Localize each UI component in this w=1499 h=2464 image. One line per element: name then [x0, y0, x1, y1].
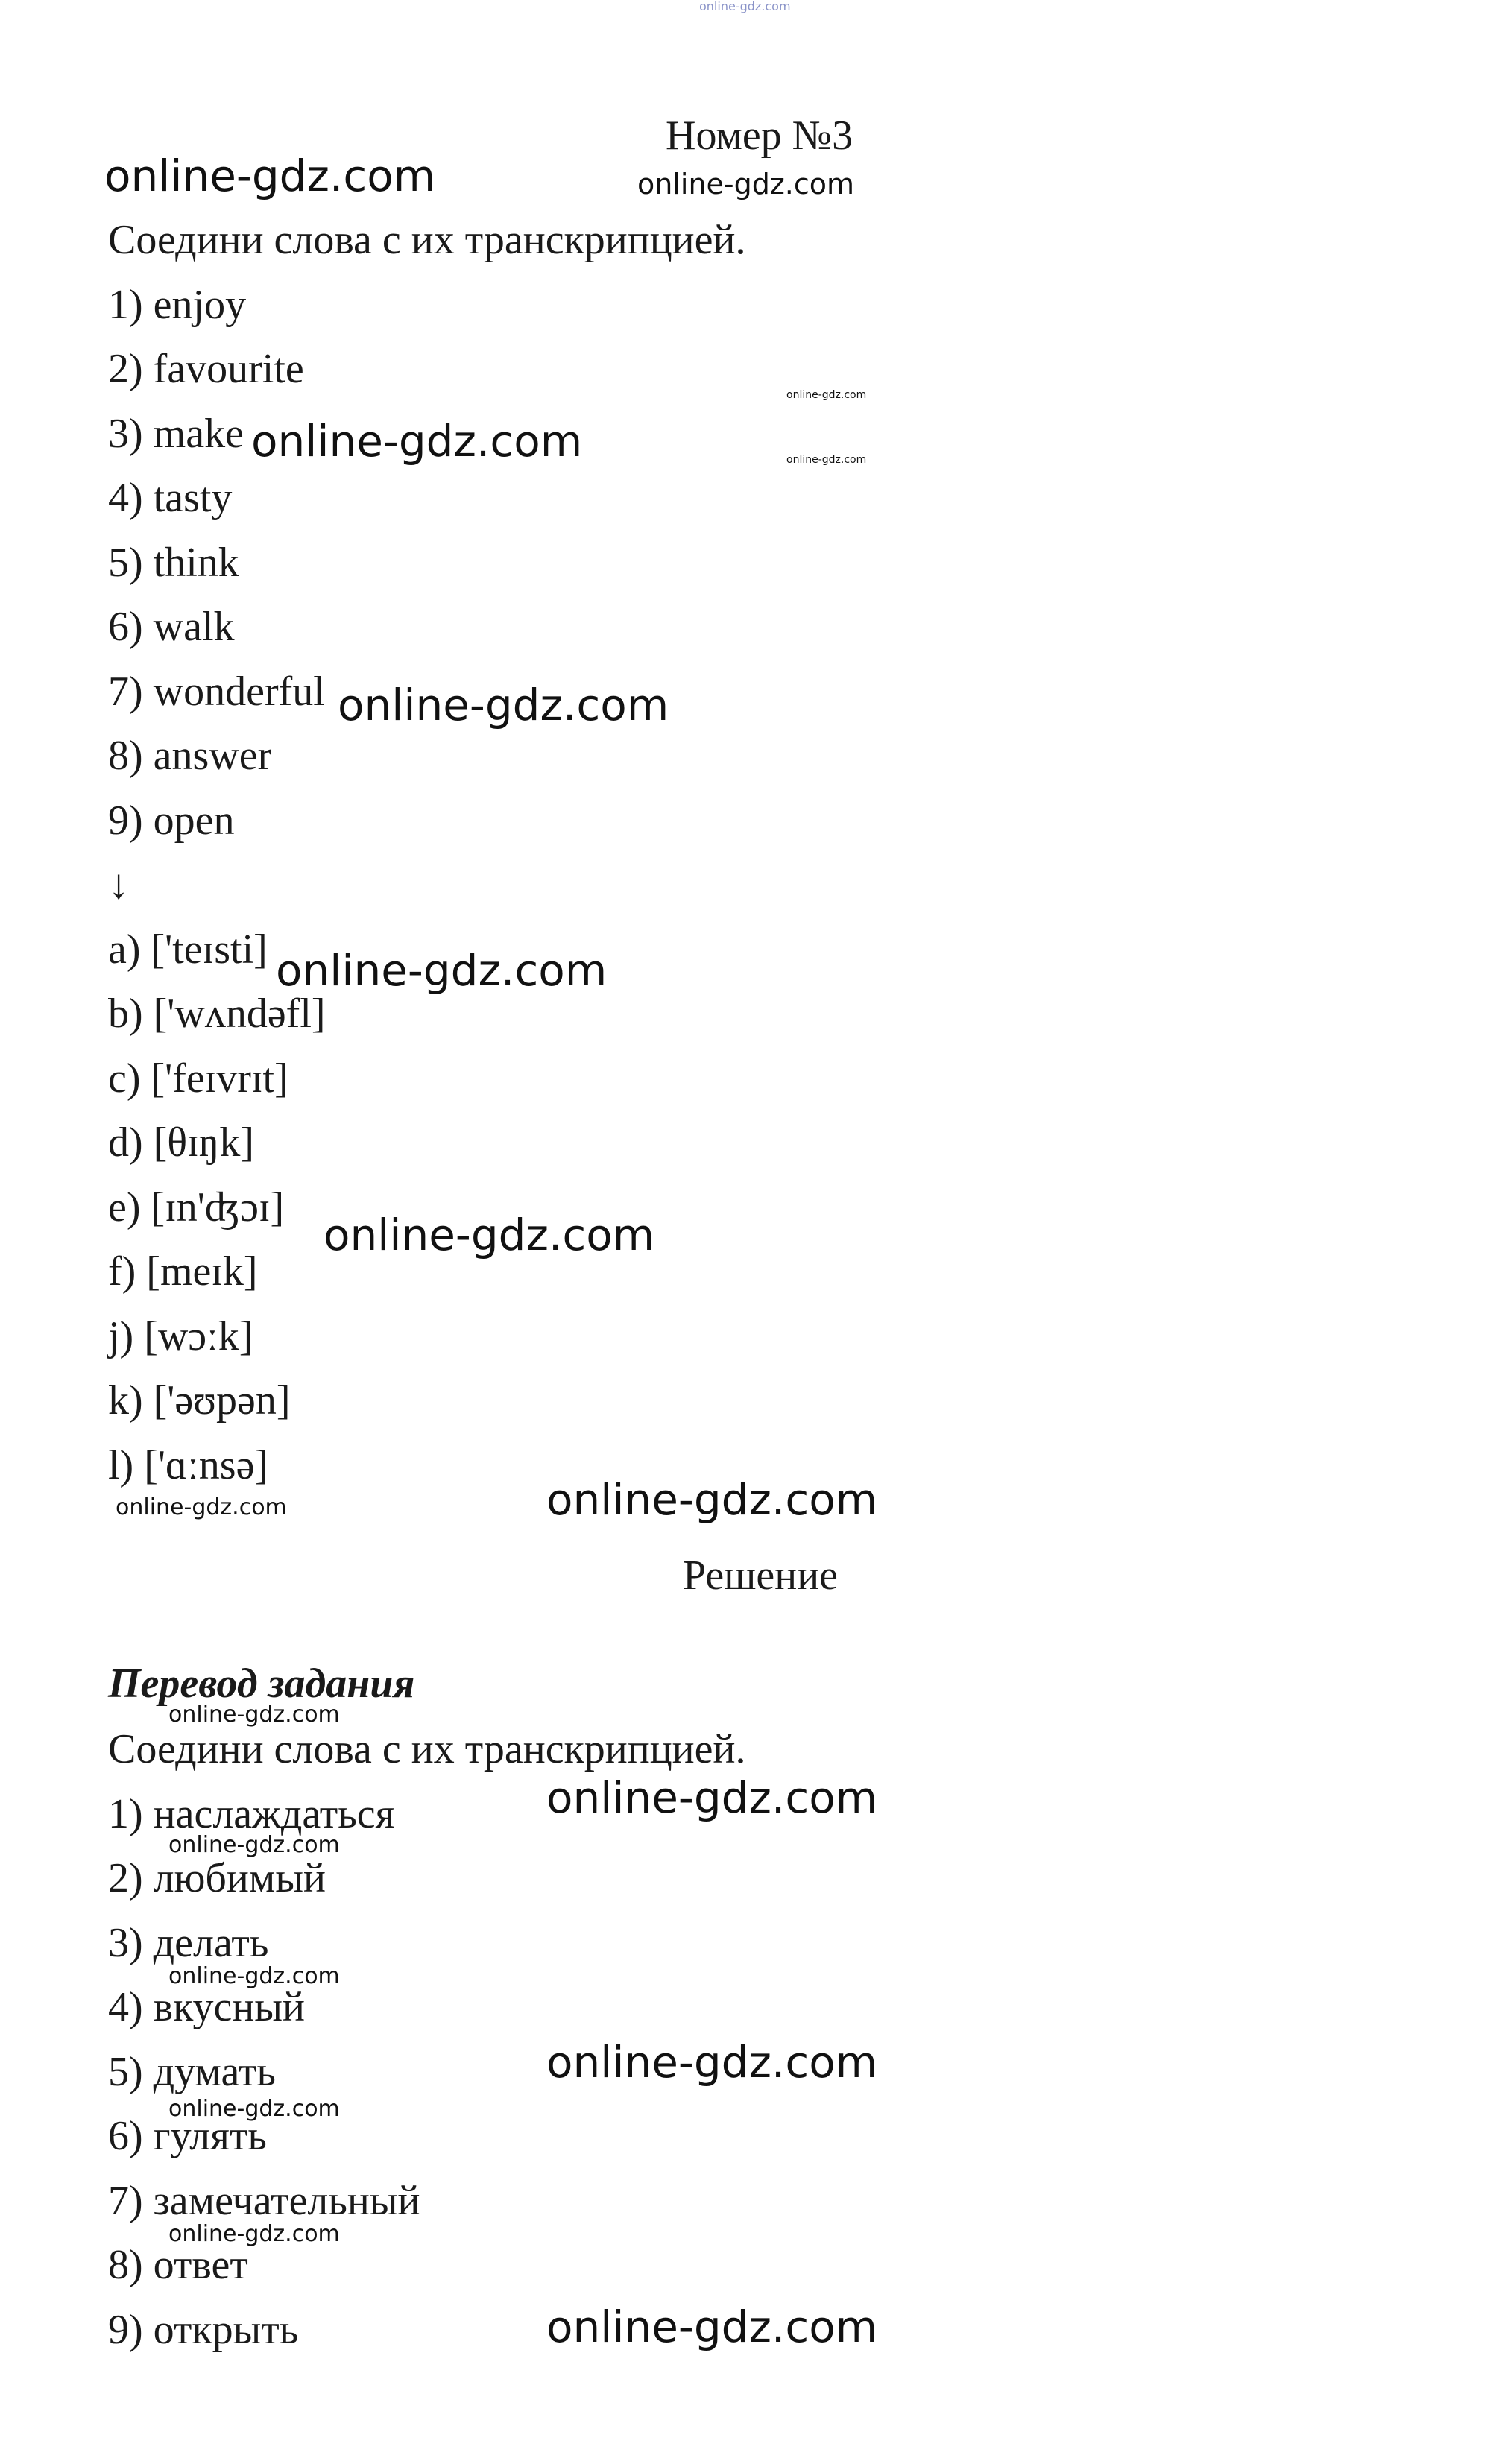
watermark: online-gdz.com: [168, 1963, 340, 1989]
watermark: online-gdz.com: [786, 389, 867, 401]
watermark: online-gdz.com: [546, 1474, 878, 1525]
task-number-title: Номер №3: [666, 113, 853, 159]
solution-title: Решение: [683, 1552, 839, 1599]
watermark: online-gdz.com: [546, 2037, 878, 2088]
translation-heading: Перевод задания: [108, 1661, 415, 1707]
word-item: 2) favourite: [108, 346, 304, 392]
watermark: online-gdz.com: [324, 1210, 655, 1260]
watermark: online-gdz.com: [251, 416, 583, 467]
translated-word-item: 8) ответ: [108, 2242, 248, 2288]
translated-word-item: 6) гулять: [108, 2113, 267, 2159]
watermark: online-gdz.com: [168, 1702, 340, 1728]
watermark: online-gdz.com: [546, 2302, 878, 2352]
word-item: 1) enjoy: [108, 282, 247, 328]
word-item: 8) answer: [108, 733, 272, 779]
word-item: 4) tasty: [108, 475, 233, 521]
watermark: online-gdz.com: [546, 1772, 878, 1823]
word-item: 3) make: [108, 411, 244, 457]
translated-word-item: 4) вкусный: [108, 1984, 305, 2030]
watermark: online-gdz.com: [637, 168, 855, 200]
transcription-item: e) [ɪn'ʤɔɪ]: [108, 1184, 285, 1231]
watermark: online-gdz.com: [338, 680, 669, 730]
transcription-item: k) ['əʊpən]: [108, 1377, 291, 1424]
watermark: online-gdz.com: [276, 945, 608, 996]
word-item: 6) walk: [108, 604, 235, 650]
task-instruction: Соедини слова с их транскрипцией.: [108, 217, 746, 263]
watermark: online-gdz.com: [786, 454, 867, 466]
word-item: 7) wonderful: [108, 669, 325, 715]
translated-word-item: 7) замечательный: [108, 2178, 420, 2224]
word-item: 9) open: [108, 797, 235, 844]
transcription-item: l) ['ɑːnsə]: [108, 1442, 269, 1488]
solution-instruction: Соедини слова с их транскрипцией.: [108, 1726, 746, 1772]
transcription-item: b) ['wʌndəfl]: [108, 991, 326, 1037]
transcription-item: d) [θɪŋk]: [108, 1119, 255, 1166]
word-item: 5) think: [108, 540, 239, 586]
translated-word-item: 2) любимый: [108, 1855, 326, 1901]
watermark: online-gdz.com: [116, 1494, 287, 1520]
translated-word-item: 5) думать: [108, 2049, 276, 2095]
watermark: online-gdz.com: [168, 1832, 340, 1858]
transcription-item: a) ['teɪsti]: [108, 926, 268, 973]
transcription-item: f) [meɪk]: [108, 1248, 258, 1295]
watermark: online-gdz.com: [104, 151, 436, 201]
translated-word-item: 3) делать: [108, 1920, 269, 1966]
transcription-item: j) [wɔːk]: [108, 1313, 253, 1359]
watermark: online-gdz.com: [168, 2096, 340, 2122]
watermark-top: online-gdz.com: [699, 0, 791, 13]
translated-word-item: 9) открыть: [108, 2307, 299, 2353]
transcription-item: c) ['feɪvrɪt]: [108, 1055, 288, 1102]
watermark: online-gdz.com: [168, 2221, 340, 2247]
translated-word-item: 1) наслаждаться: [108, 1791, 395, 1837]
down-arrow-icon: ↓: [108, 862, 129, 908]
